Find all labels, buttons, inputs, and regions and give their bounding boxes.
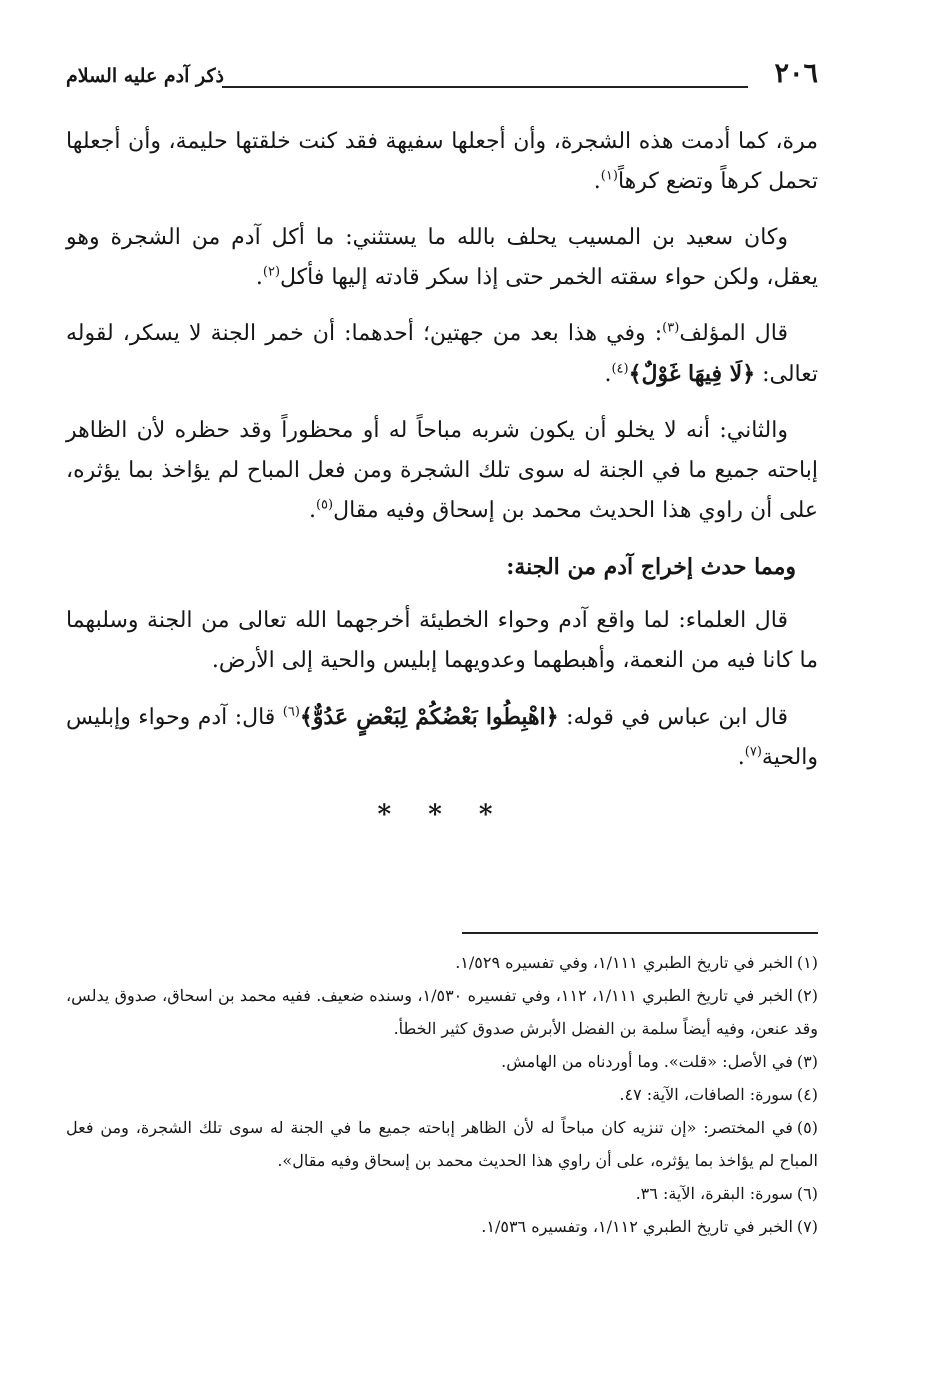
section-divider-stars: * * *: [377, 800, 507, 830]
footnote-6: (٦)سورة: البقرة، الآية: ٣٦.: [635, 1184, 818, 1203]
paragraph-1: مرة، كما أدمت هذه الشجرة، وأن أجعلها سفيهة فقد كنت خلقتها حليمة، وأن أجعلها تحمل كرهاً وتضع كرهاً$^{(١)}$.: [66, 129, 818, 194]
footnote-2: (٢)الخبر في تاريخ الطبري ١/١١١، ١١٢، وفي تفسيره ١/٥٣٠، وسنده ضعيف. ففيه محمد بن اسحاق، صدوق يدلس، وقد عنعن، وفيه أيضاً سلمة بن الفضل الأبرش صدوق كثير الخطأ.: [66, 986, 818, 1038]
footnote-4: (٤)سورة: الصافات، الآية: ٤٧.: [619, 1085, 818, 1104]
footnote-rule: [462, 932, 818, 934]
paragraph-2: وكان سعيد بن المسيب يحلف بالله ما يستثني: ما أكل آدم من الشجرة وهو يعقل، ولكن حواء سقته الخمر حتى إذا سكر قادته إليها فأكل$^{(٢)}$.: [66, 225, 818, 290]
paragraph-4: والثاني: أنه لا يخلو أن يكون شربه مباحاً له أو محظوراً وقد حظره لأن الظاهر إباحته جميع ما في الجنة له سوى تلك الشجرة ومن فعل المباح لم يؤاخذ بما يؤثره، على أن راوي هذا الحديث محمد بن إسحاق وفيه مقال$^{(٥)}$.: [66, 418, 818, 523]
main-text: [66, 122, 818, 830]
footnote-ref-5[interactable]: (٥): [315, 497, 334, 513]
chapter-title: ذكر آدم عليه السلام: [66, 65, 225, 87]
footnote-ref-4[interactable]: (٤): [611, 361, 629, 377]
footnote-7: (٧)الخبر في تاريخ الطبري ١/١١٢، وتفسيره ١/٥٣٦.: [481, 1217, 818, 1236]
running-header: [66, 56, 818, 98]
paragraph-5: قال العلماء: لما واقع آدم وحواء الخطيئة أخرجهما الله تعالى من الجنة وسلبهما ما كانا فيه من النعمة، وأهبطهما وعدويهما إبليس والحية إلى الأرض.: [66, 608, 818, 673]
paragraph-3: قال المؤلف$^{(٣)}$: وفي هذا بعد من جهتين؛ أحدهما: أن خمر الجنة لا يسكر، لقوله تعالى: ﴿لَا فِيهَا غَوْلٌ﴾$^{(٤)}$.: [66, 320, 818, 387]
footnote-ref-2[interactable]: (٢): [262, 264, 281, 280]
quran-verse: ﴿اهْبِطُوا بَعْضُكُمْ لِبَعْضٍ عَدُوٌّ﴾: [299, 704, 559, 730]
page-number: ٢٠٦: [774, 58, 818, 89]
book-page: [66, 56, 818, 1346]
header-rule: [222, 86, 748, 88]
footnote-ref-1[interactable]: (١): [600, 168, 618, 184]
paragraph-6: قال ابن عباس في قوله: ﴿اهْبِطُوا بَعْضُكُمْ لِبَعْضٍ عَدُوٌّ﴾$^{(٦)}$ قال: آدم وحواء وإبليس والحية$^{(٧)}$.: [66, 704, 818, 770]
footnote-ref-3[interactable]: (٣): [662, 320, 680, 336]
footnote-ref-7[interactable]: (٧): [744, 744, 762, 760]
footnote-3: (٣)في الأصل: «قلت». وما أوردناه من الهامش.: [501, 1052, 818, 1071]
footnote-ref-6[interactable]: (٦): [282, 704, 300, 720]
section-heading: ومما حدث إخراج آدم من الجنة:: [506, 554, 796, 580]
footnotes: [66, 946, 818, 1243]
footnote-1: (١)الخبر في تاريخ الطبري ١/١١١، وفي تفسيره ١/٥٢٩.: [455, 953, 818, 972]
quran-verse: ﴿لَا فِيهَا غَوْلٌ﴾: [628, 361, 756, 387]
footnote-5: (٥)في المختصر: «إن تنزيه كان مباحاً له لأن الظاهر إباحته جميع ما في الجنة له سوى تلك الشجرة، ومن فعل المباح لم يؤاخذ بما يؤثره، على أن راوي هذا الحديث محمد بن إسحاق وفيه مقال».: [66, 1118, 819, 1170]
